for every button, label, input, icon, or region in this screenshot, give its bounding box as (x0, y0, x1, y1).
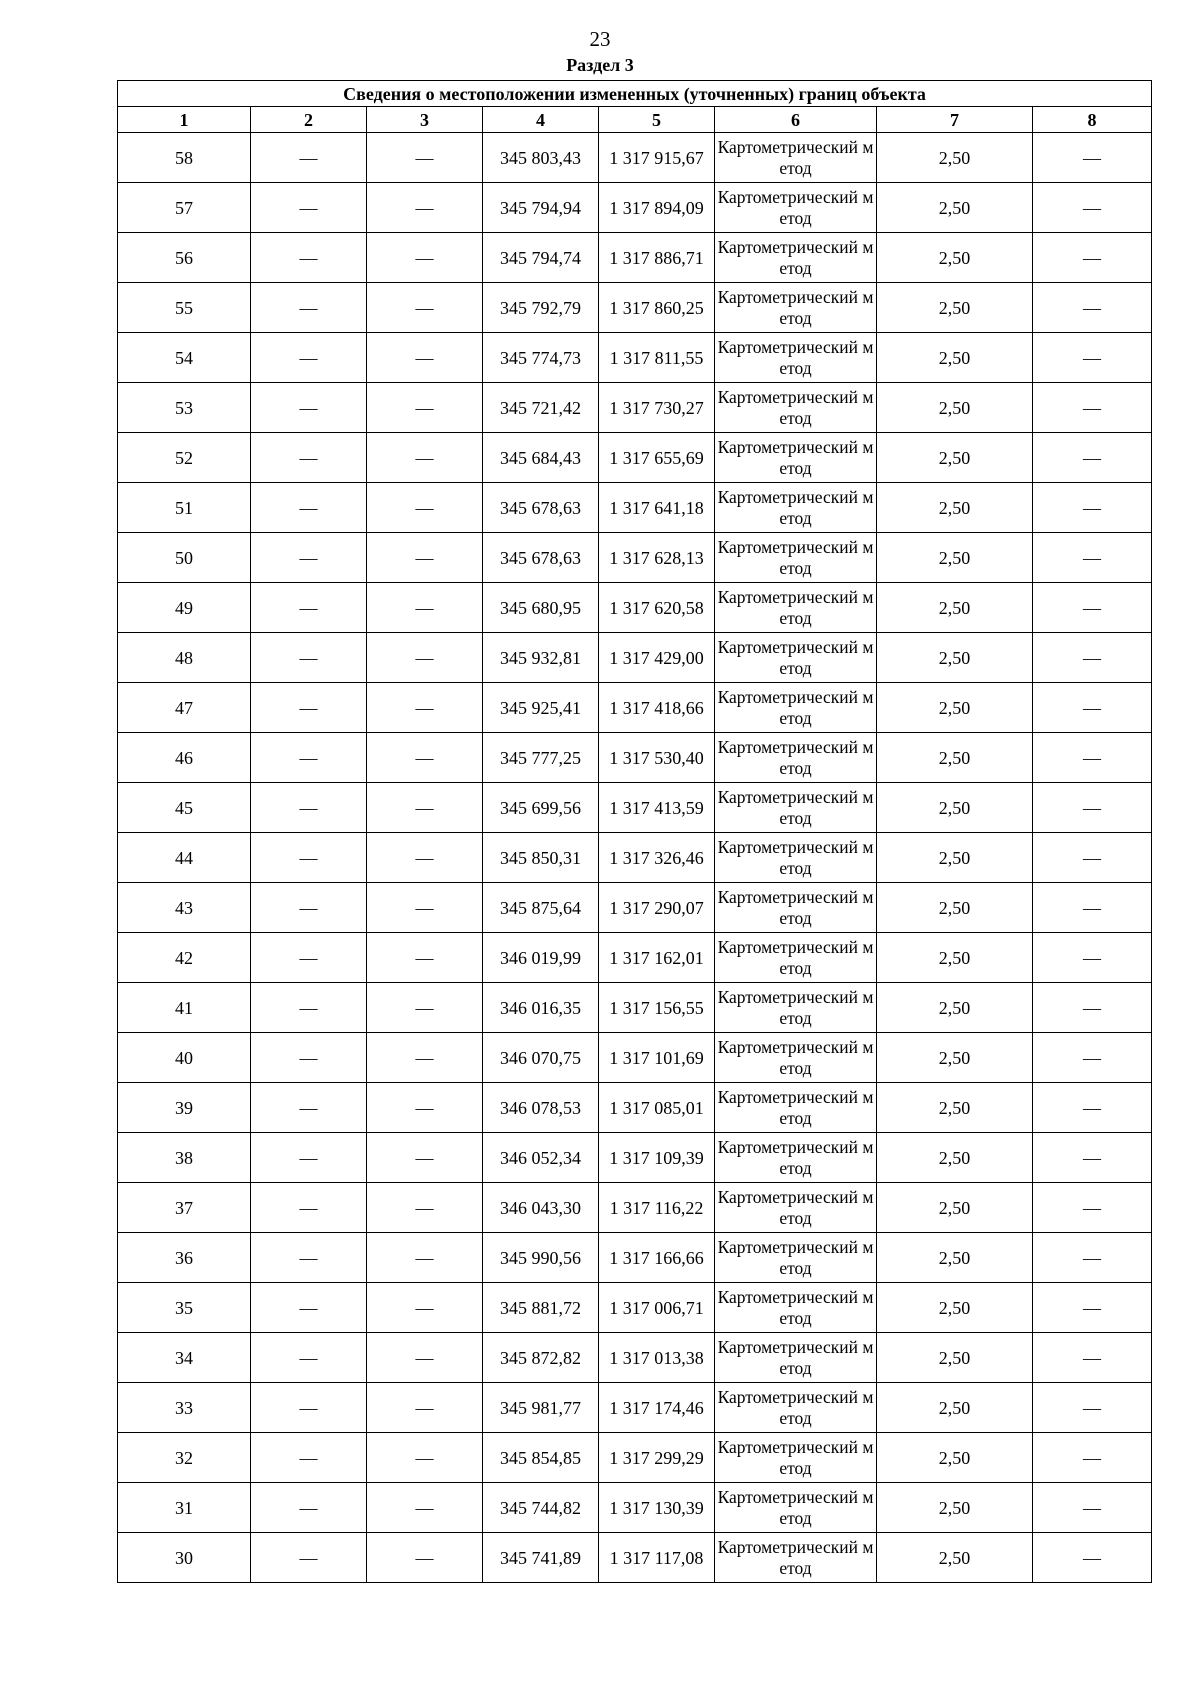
method-cell: Картометрический метод (715, 1283, 877, 1333)
dash-cell: — (367, 1533, 483, 1583)
point-number-cell: 30 (118, 1533, 251, 1583)
precision-cell: 2,50 (877, 133, 1033, 183)
dash-cell: — (1033, 533, 1152, 583)
dash-cell: — (367, 1283, 483, 1333)
table-row (118, 1483, 1152, 1533)
column-number: 4 (483, 107, 599, 133)
precision-cell: 2,50 (877, 733, 1033, 783)
table-row (118, 683, 1152, 733)
precision-cell: 2,50 (877, 883, 1033, 933)
y-coordinate-cell: 1 317 326,46 (599, 833, 715, 883)
precision-cell: 2,50 (877, 1183, 1033, 1233)
dash-cell: — (251, 1383, 367, 1433)
dash-cell: — (251, 433, 367, 483)
dash-cell: — (1033, 133, 1152, 183)
x-coordinate-cell: 345 854,85 (483, 1433, 599, 1483)
dash-cell: — (367, 333, 483, 383)
dash-cell: — (1033, 1383, 1152, 1433)
x-coordinate-cell: 345 678,63 (483, 533, 599, 583)
x-coordinate-cell: 345 792,79 (483, 283, 599, 333)
table-row (118, 933, 1152, 983)
method-cell: Картометрический метод (715, 683, 877, 733)
point-number-cell: 37 (118, 1183, 251, 1233)
method-cell: Картометрический метод (715, 1133, 877, 1183)
table-row (118, 1433, 1152, 1483)
dash-cell: — (1033, 1083, 1152, 1133)
table-row (118, 1533, 1152, 1583)
column-number: 5 (599, 107, 715, 133)
dash-cell: — (1033, 1433, 1152, 1483)
dash-cell: — (367, 1133, 483, 1183)
point-number-cell: 52 (118, 433, 251, 483)
method-cell: Картометрический метод (715, 133, 877, 183)
table-row (118, 1133, 1152, 1183)
x-coordinate-cell: 345 794,74 (483, 233, 599, 283)
point-number-cell: 32 (118, 1433, 251, 1483)
dash-cell: — (251, 483, 367, 533)
dash-cell: — (251, 1083, 367, 1133)
x-coordinate-cell: 346 016,35 (483, 983, 599, 1033)
precision-cell: 2,50 (877, 983, 1033, 1033)
dash-cell: — (251, 133, 367, 183)
table-row (118, 1083, 1152, 1133)
point-number-cell: 39 (118, 1083, 251, 1133)
x-coordinate-cell: 345 744,82 (483, 1483, 599, 1533)
dash-cell: — (1033, 1533, 1152, 1583)
table-row (118, 233, 1152, 283)
column-number: 2 (251, 107, 367, 133)
dash-cell: — (367, 233, 483, 283)
table-row (118, 883, 1152, 933)
y-coordinate-cell: 1 317 166,66 (599, 1233, 715, 1283)
table-caption: Сведения о местоположении измененных (уточненных) границ объекта (118, 81, 1152, 107)
point-number-cell: 46 (118, 733, 251, 783)
point-number-cell: 47 (118, 683, 251, 733)
x-coordinate-cell: 346 052,34 (483, 1133, 599, 1183)
y-coordinate-cell: 1 317 620,58 (599, 583, 715, 633)
dash-cell: — (251, 983, 367, 1033)
precision-cell: 2,50 (877, 383, 1033, 433)
precision-cell: 2,50 (877, 433, 1033, 483)
method-cell: Картометрический метод (715, 1483, 877, 1533)
x-coordinate-cell: 346 078,53 (483, 1083, 599, 1133)
dash-cell: — (1033, 1283, 1152, 1333)
dash-cell: — (1033, 983, 1152, 1033)
section-title: Раздел 3 (566, 55, 634, 75)
method-cell: Картометрический метод (715, 633, 877, 683)
method-cell: Картометрический метод (715, 533, 877, 583)
dash-cell: — (367, 583, 483, 633)
y-coordinate-cell: 1 317 130,39 (599, 1483, 715, 1533)
method-cell: Картометрический метод (715, 1333, 877, 1383)
dash-cell: — (367, 1333, 483, 1383)
point-number-cell: 31 (118, 1483, 251, 1533)
table-row (118, 633, 1152, 683)
dash-cell: — (1033, 633, 1152, 683)
method-cell: Картометрический метод (715, 333, 877, 383)
column-number: 1 (118, 107, 251, 133)
precision-cell: 2,50 (877, 1083, 1033, 1133)
table-body (118, 133, 1152, 1583)
precision-cell: 2,50 (877, 1283, 1033, 1333)
y-coordinate-cell: 1 317 116,22 (599, 1183, 715, 1233)
point-number-cell: 38 (118, 1133, 251, 1183)
dash-cell: — (251, 1183, 367, 1233)
coordinates-table (117, 80, 1152, 1583)
method-cell: Картометрический метод (715, 833, 877, 883)
point-number-cell: 51 (118, 483, 251, 533)
dash-cell: — (1033, 1033, 1152, 1083)
dash-cell: — (251, 883, 367, 933)
y-coordinate-cell: 1 317 413,59 (599, 783, 715, 833)
column-number: 8 (1033, 107, 1152, 133)
dash-cell: — (367, 1083, 483, 1133)
y-coordinate-cell: 1 317 730,27 (599, 383, 715, 433)
method-cell: Картометрический метод (715, 933, 877, 983)
y-coordinate-cell: 1 317 530,40 (599, 733, 715, 783)
table-row (118, 283, 1152, 333)
column-number: 3 (367, 107, 483, 133)
dash-cell: — (1033, 483, 1152, 533)
method-cell: Картометрический метод (715, 1083, 877, 1133)
x-coordinate-cell: 345 925,41 (483, 683, 599, 733)
dash-cell: — (1033, 333, 1152, 383)
dash-cell: — (367, 433, 483, 483)
table-row (118, 533, 1152, 583)
dash-cell: — (367, 533, 483, 583)
point-number-cell: 57 (118, 183, 251, 233)
point-number-cell: 53 (118, 383, 251, 433)
method-cell: Картометрический метод (715, 1183, 877, 1233)
y-coordinate-cell: 1 317 641,18 (599, 483, 715, 533)
dash-cell: — (251, 933, 367, 983)
method-cell: Картометрический метод (715, 483, 877, 533)
dash-cell: — (367, 633, 483, 683)
dash-cell: — (1033, 1233, 1152, 1283)
dash-cell: — (1033, 233, 1152, 283)
y-coordinate-cell: 1 317 162,01 (599, 933, 715, 983)
point-number-cell: 54 (118, 333, 251, 383)
dash-cell: — (1033, 283, 1152, 333)
table-row (118, 1333, 1152, 1383)
table-row (118, 983, 1152, 1033)
method-cell: Картометрический метод (715, 783, 877, 833)
method-cell: Картометрический метод (715, 583, 877, 633)
dash-cell: — (251, 1133, 367, 1183)
dash-cell: — (1033, 833, 1152, 883)
dash-cell: — (251, 583, 367, 633)
column-number: 7 (877, 107, 1033, 133)
dash-cell: — (367, 1383, 483, 1433)
dash-cell: — (1033, 1483, 1152, 1533)
dash-cell: — (251, 1533, 367, 1583)
dash-cell: — (251, 383, 367, 433)
point-number-cell: 34 (118, 1333, 251, 1383)
dash-cell: — (251, 733, 367, 783)
x-coordinate-cell: 345 684,43 (483, 433, 599, 483)
y-coordinate-cell: 1 317 013,38 (599, 1333, 715, 1383)
y-coordinate-cell: 1 317 156,55 (599, 983, 715, 1033)
precision-cell: 2,50 (877, 1033, 1033, 1083)
x-coordinate-cell: 345 794,94 (483, 183, 599, 233)
y-coordinate-cell: 1 317 174,46 (599, 1383, 715, 1433)
table-row (118, 733, 1152, 783)
table-row (118, 1383, 1152, 1433)
method-cell: Картометрический метод (715, 283, 877, 333)
method-cell: Картометрический метод (715, 383, 877, 433)
dash-cell: — (367, 733, 483, 783)
precision-cell: 2,50 (877, 283, 1033, 333)
x-coordinate-cell: 345 803,43 (483, 133, 599, 183)
page-number: 23 (589, 27, 611, 51)
x-coordinate-cell: 345 990,56 (483, 1233, 599, 1283)
x-coordinate-cell: 345 721,42 (483, 383, 599, 433)
column-number-row (118, 107, 1152, 133)
point-number-cell: 56 (118, 233, 251, 283)
dash-cell: — (367, 183, 483, 233)
table-row (118, 1183, 1152, 1233)
point-number-cell: 43 (118, 883, 251, 933)
column-number: 6 (715, 107, 877, 133)
dash-cell: — (1033, 933, 1152, 983)
dash-cell: — (1033, 1133, 1152, 1183)
point-number-cell: 55 (118, 283, 251, 333)
precision-cell: 2,50 (877, 833, 1033, 883)
table-row (118, 483, 1152, 533)
precision-cell: 2,50 (877, 683, 1033, 733)
dash-cell: — (251, 833, 367, 883)
dash-cell: — (251, 1483, 367, 1533)
dash-cell: — (367, 933, 483, 983)
x-coordinate-cell: 345 680,95 (483, 583, 599, 633)
dash-cell: — (367, 683, 483, 733)
point-number-cell: 48 (118, 633, 251, 683)
table-row (118, 383, 1152, 433)
x-coordinate-cell: 345 932,81 (483, 633, 599, 683)
dash-cell: — (367, 833, 483, 883)
point-number-cell: 42 (118, 933, 251, 983)
dash-cell: — (251, 183, 367, 233)
y-coordinate-cell: 1 317 860,25 (599, 283, 715, 333)
table-row (118, 583, 1152, 633)
y-coordinate-cell: 1 317 117,08 (599, 1533, 715, 1583)
dash-cell: — (367, 983, 483, 1033)
method-cell: Картометрический метод (715, 1533, 877, 1583)
point-number-cell: 40 (118, 1033, 251, 1083)
dash-cell: — (1033, 683, 1152, 733)
dash-cell: — (251, 533, 367, 583)
method-cell: Картометрический метод (715, 183, 877, 233)
dash-cell: — (251, 683, 367, 733)
dash-cell: — (367, 1233, 483, 1283)
y-coordinate-cell: 1 317 006,71 (599, 1283, 715, 1333)
dash-cell: — (1033, 1333, 1152, 1383)
dash-cell: — (1033, 183, 1152, 233)
y-coordinate-cell: 1 317 628,13 (599, 533, 715, 583)
precision-cell: 2,50 (877, 1333, 1033, 1383)
y-coordinate-cell: 1 317 915,67 (599, 133, 715, 183)
point-number-cell: 58 (118, 133, 251, 183)
y-coordinate-cell: 1 317 109,39 (599, 1133, 715, 1183)
point-number-cell: 45 (118, 783, 251, 833)
precision-cell: 2,50 (877, 933, 1033, 983)
point-number-cell: 33 (118, 1383, 251, 1433)
precision-cell: 2,50 (877, 583, 1033, 633)
dash-cell: — (1033, 733, 1152, 783)
dash-cell: — (367, 283, 483, 333)
dash-cell: — (251, 233, 367, 283)
y-coordinate-cell: 1 317 299,29 (599, 1433, 715, 1483)
precision-cell: 2,50 (877, 1133, 1033, 1183)
precision-cell: 2,50 (877, 333, 1033, 383)
method-cell: Картометрический метод (715, 733, 877, 783)
dash-cell: — (251, 1433, 367, 1483)
y-coordinate-cell: 1 317 101,69 (599, 1033, 715, 1083)
x-coordinate-cell: 346 043,30 (483, 1183, 599, 1233)
dash-cell: — (251, 333, 367, 383)
x-coordinate-cell: 346 070,75 (483, 1033, 599, 1083)
precision-cell: 2,50 (877, 1233, 1033, 1283)
method-cell: Картометрический метод (715, 983, 877, 1033)
dash-cell: — (251, 1233, 367, 1283)
x-coordinate-cell: 345 872,82 (483, 1333, 599, 1383)
point-number-cell: 44 (118, 833, 251, 883)
method-cell: Картометрический метод (715, 1433, 877, 1483)
dash-cell: — (367, 1433, 483, 1483)
point-number-cell: 36 (118, 1233, 251, 1283)
precision-cell: 2,50 (877, 1483, 1033, 1533)
dash-cell: — (1033, 583, 1152, 633)
dash-cell: — (251, 633, 367, 683)
point-number-cell: 49 (118, 583, 251, 633)
method-cell: Картометрический метод (715, 1233, 877, 1283)
table-row (118, 183, 1152, 233)
dash-cell: — (367, 133, 483, 183)
x-coordinate-cell: 345 850,31 (483, 833, 599, 883)
table-row (118, 1283, 1152, 1333)
precision-cell: 2,50 (877, 1383, 1033, 1433)
dash-cell: — (367, 1483, 483, 1533)
dash-cell: — (251, 1033, 367, 1083)
x-coordinate-cell: 345 777,25 (483, 733, 599, 783)
dash-cell: — (367, 883, 483, 933)
y-coordinate-cell: 1 317 290,07 (599, 883, 715, 933)
y-coordinate-cell: 1 317 655,69 (599, 433, 715, 483)
method-cell: Картометрический метод (715, 1033, 877, 1083)
dash-cell: — (367, 383, 483, 433)
precision-cell: 2,50 (877, 233, 1033, 283)
precision-cell: 2,50 (877, 183, 1033, 233)
dash-cell: — (1033, 433, 1152, 483)
y-coordinate-cell: 1 317 811,55 (599, 333, 715, 383)
x-coordinate-cell: 345 875,64 (483, 883, 599, 933)
dash-cell: — (251, 283, 367, 333)
point-number-cell: 41 (118, 983, 251, 1033)
table-row (118, 1033, 1152, 1083)
table-row (118, 333, 1152, 383)
dash-cell: — (367, 1183, 483, 1233)
method-cell: Картометрический метод (715, 883, 877, 933)
table-row (118, 433, 1152, 483)
dash-cell: — (1033, 383, 1152, 433)
y-coordinate-cell: 1 317 894,09 (599, 183, 715, 233)
y-coordinate-cell: 1 317 886,71 (599, 233, 715, 283)
precision-cell: 2,50 (877, 1433, 1033, 1483)
table-row (118, 1233, 1152, 1283)
x-coordinate-cell: 345 774,73 (483, 333, 599, 383)
precision-cell: 2,50 (877, 483, 1033, 533)
dash-cell: — (367, 783, 483, 833)
method-cell: Картометрический метод (715, 433, 877, 483)
y-coordinate-cell: 1 317 418,66 (599, 683, 715, 733)
table-row (118, 833, 1152, 883)
precision-cell: 2,50 (877, 1533, 1033, 1583)
dash-cell: — (1033, 883, 1152, 933)
dash-cell: — (367, 483, 483, 533)
method-cell: Картометрический метод (715, 1383, 877, 1433)
table-row (118, 783, 1152, 833)
point-number-cell: 50 (118, 533, 251, 583)
x-coordinate-cell: 345 741,89 (483, 1533, 599, 1583)
x-coordinate-cell: 345 981,77 (483, 1383, 599, 1433)
dash-cell: — (1033, 1183, 1152, 1233)
x-coordinate-cell: 346 019,99 (483, 933, 599, 983)
y-coordinate-cell: 1 317 085,01 (599, 1083, 715, 1133)
method-cell: Картометрический метод (715, 233, 877, 283)
precision-cell: 2,50 (877, 633, 1033, 683)
dash-cell: — (1033, 783, 1152, 833)
x-coordinate-cell: 345 678,63 (483, 483, 599, 533)
table-row (118, 133, 1152, 183)
point-number-cell: 35 (118, 1283, 251, 1333)
precision-cell: 2,50 (877, 783, 1033, 833)
y-coordinate-cell: 1 317 429,00 (599, 633, 715, 683)
x-coordinate-cell: 345 881,72 (483, 1283, 599, 1333)
precision-cell: 2,50 (877, 533, 1033, 583)
dash-cell: — (251, 783, 367, 833)
x-coordinate-cell: 345 699,56 (483, 783, 599, 833)
dash-cell: — (251, 1333, 367, 1383)
dash-cell: — (251, 1283, 367, 1333)
dash-cell: — (367, 1033, 483, 1083)
